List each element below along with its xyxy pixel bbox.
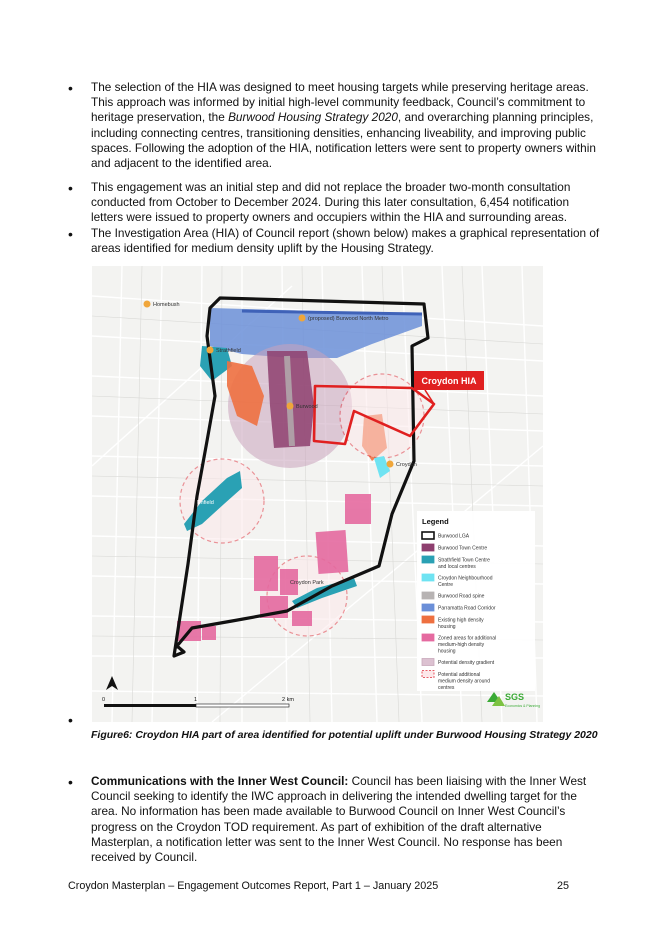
legend-label: housing: [438, 648, 456, 655]
station-label: Enfield: [197, 500, 214, 506]
station-marker-icon: [207, 347, 214, 354]
legend-label: medium density around: [438, 678, 490, 685]
svg-text:Economics & Planning: Economics & Planning: [505, 704, 541, 708]
legend-item: [422, 532, 470, 540]
legend-label: Parramatta Road Corridor: [438, 605, 496, 612]
legend-label: Potential density gradient: [438, 660, 495, 666]
legend-label: Centre: [438, 582, 454, 588]
bullet: •: [68, 180, 73, 196]
legend-swatch: [422, 634, 434, 641]
legend-label: Potential additional: [438, 672, 481, 678]
legend-item: [422, 544, 487, 552]
paragraph-investigation-area: The Investigation Area (HIA) of Council report (shown below) makes a graphical representation of areas identified for medium density uplift by the Housing Strategy.: [91, 226, 600, 256]
legend-swatch: [422, 556, 434, 563]
station-marker-icon: [387, 461, 394, 468]
paragraph-text: The selection of the HIA was designed to meet housing targets while preserving heritage areas. This approach was informed by initial high-level community feedback, Council’s commitment to heritage preservation, the: [91, 80, 589, 125]
legend-label: Existing high density: [438, 617, 484, 624]
scale-label: 1: [194, 697, 198, 703]
croydon-hia-map: [92, 266, 543, 722]
bullet: •: [68, 774, 73, 790]
legend-label: Zoned areas for additional: [438, 635, 497, 642]
station-label: Strathfield: [216, 348, 241, 354]
legend-item: [422, 604, 496, 612]
legend-item: [422, 659, 495, 667]
paragraph-engagement: This engagement was an initial step and did not replace the broader two-month consultation conducted from October to December 2024. During this later consultation, 6,454 notification letters were issued to property owners and occupiers within the HIA and surrounding areas.: [91, 180, 571, 225]
svg-text:SGS: SGS: [505, 692, 525, 702]
paragraph-inner-west: [91, 774, 603, 865]
paragraph-text: Council has been liaising with the Inner West Council seeking to identify the IWC approach in delivering the intended dwelling target for the area. No information has been made available to Burwood Council on Inner West Council’s progress on the Croydon TOD requirement. As part of exhibition of the draft alternative Masterplan, a notification letter was sent to the Inner West Council. No response has been received by Council.: [91, 774, 587, 865]
legend-label: medium-high density: [438, 642, 485, 648]
legend-swatch: [422, 532, 434, 539]
legend-label: housing: [438, 624, 456, 630]
page-number: 25: [557, 880, 570, 892]
legend-label: centres: [438, 685, 455, 691]
map-legend: [417, 511, 535, 691]
station-label: Burwood: [296, 404, 318, 410]
station-marker-icon: [299, 315, 306, 322]
figure-caption: Figure6: Croydon HIA part of area identified for potential uplift under Burwood Housing Strategy 2020: [91, 729, 598, 741]
legend-swatch: [422, 574, 434, 581]
callout-label: Croydon HIA: [421, 376, 477, 386]
paragraph-text: , and overarching planning principles, including connecting centres, transitioning densities, enhancing liveability, and improving public spaces. Following the adoption of the HIA, notification letters were sent to property owners within and adjacent to the identified area.: [91, 110, 596, 171]
map-svg: [92, 266, 543, 722]
footer-title: Croydon Masterplan – Engagement Outcomes Report, Part 1 – January 2025: [68, 880, 439, 892]
legend-swatch: [422, 616, 434, 623]
legend-label: Burwood Town Centre: [438, 545, 488, 552]
legend-swatch: [422, 671, 434, 678]
station-marker-icon: [144, 301, 151, 308]
legend-title: Legend: [422, 517, 449, 526]
legend-label: Croydon Neighbourhood: [438, 575, 493, 582]
station-label: (proposed) Burwood North Metro: [308, 316, 389, 322]
legend-swatch: [422, 659, 434, 666]
scale-label: 2 km: [282, 697, 294, 703]
legend-swatch: [422, 544, 434, 551]
legend-swatch: [422, 604, 434, 611]
bullet: •: [68, 226, 73, 242]
legend-swatch: [422, 592, 434, 599]
station-label: Croydon Park: [290, 580, 324, 586]
bullet: •: [68, 80, 73, 96]
legend-label: and local centres: [438, 564, 476, 570]
paragraph-heading: Communications with the Inner West Council:: [91, 774, 349, 788]
legend-label: Burwood Road spine: [438, 593, 485, 600]
strategy-title: Burwood Housing Strategy 2020: [228, 110, 398, 125]
legend-label: Strathfield Town Centre: [438, 557, 490, 564]
station-label: Croydon: [396, 462, 417, 468]
station-label: Homebush: [153, 302, 180, 308]
legend-item: [422, 592, 485, 600]
scale-label: 0: [102, 697, 106, 703]
legend-label: Burwood LGA: [438, 533, 470, 540]
paragraph-hia-selection: [91, 80, 603, 171]
bullet: •: [68, 712, 73, 728]
station-marker-icon: [287, 403, 294, 410]
